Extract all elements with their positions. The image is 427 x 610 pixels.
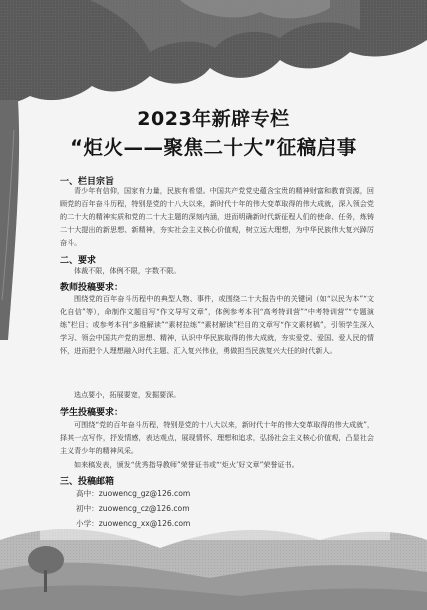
teacher-requirements-heading: 教师投稿要求：: [60, 283, 124, 293]
student-requirements-note: 如来稿发表，颁发“优秀指导教师”荣誉证书或“‘炬火’好文章”荣誉证书。: [74, 460, 299, 469]
student-requirements-body: 可围绕“党的百年奋斗历程，特别是党的十八大以来，新时代十年的伟大变革取得的伟大成就”，择其一点写作，抒发情感，表达观点，展现情怀、理想和追求，弘扬社会主义核心价值观，凸显社会主义青少年的精神风采。: [60, 420, 374, 456]
section-heading-requirements: 二、要求: [60, 256, 97, 266]
email-middle-school[interactable]: 初中：zuowencg_cz@126.com: [76, 504, 190, 513]
teacher-requirements-note: 选点要小，拓展要宽，发掘要深。: [74, 390, 181, 399]
section-heading-mailbox: 三、投稿邮箱: [60, 477, 115, 487]
page-title-line1: 2023年新辟专栏: [137, 108, 290, 130]
student-requirements-heading: 学生投稿要求：: [60, 408, 124, 418]
section-heading-purpose: 一、栏目宗旨: [60, 177, 115, 187]
section-body-requirements: 体裁不限，体例不限，字数不限。: [74, 266, 181, 275]
email-high-school[interactable]: 高中：zuowencg_gz@126.com: [76, 489, 191, 498]
teacher-requirements-body: 围绕党的百年奋斗历程中的典型人物、事件，或围绕二十大报告中的关键词（如“以民为本”“文化自信”等），命制作文题目写“作文导写文章”，体例参考本刊“高考特训营”“中考特训营”“专题演练”栏目；或参考本刊“多维解读”“素材拉练”“素材解读”栏目的文章写“作文素材稿”，引领学生深入学习、领会中国共产党的思想、精神，认识中华民族取得的伟大成就，夯实爱党、爱国、爱人民的情怀，进而把个人理想融入时代主题、汇入复兴伟业，勇做担当民族复兴大任的时代新人。: [60, 294, 374, 356]
section-body-purpose: 青少年有信仰，国家有力量，民族有希望。中国共产党党史蕴含宝贵的精神财富和教育资源，回顾党的百年奋斗历程，特别是党的十八大以来，新时代十年的伟大变革取得的伟大成就，深入领会党的二十大的精神实质和党的二十大主题的深刻内涵，进而明确新时代新征程人们的使命、任务，炼铸二十大提出的新思想、新精神，夯实社会主义核心价值观，树立远大理想，为中华民族伟大复兴踔厉奋斗。: [60, 186, 374, 248]
email-primary-school[interactable]: 小学：zuowencg_xx@126.com: [76, 519, 191, 528]
page-title-line2: “炬火——聚焦二十大”征稿启事: [70, 136, 357, 159]
